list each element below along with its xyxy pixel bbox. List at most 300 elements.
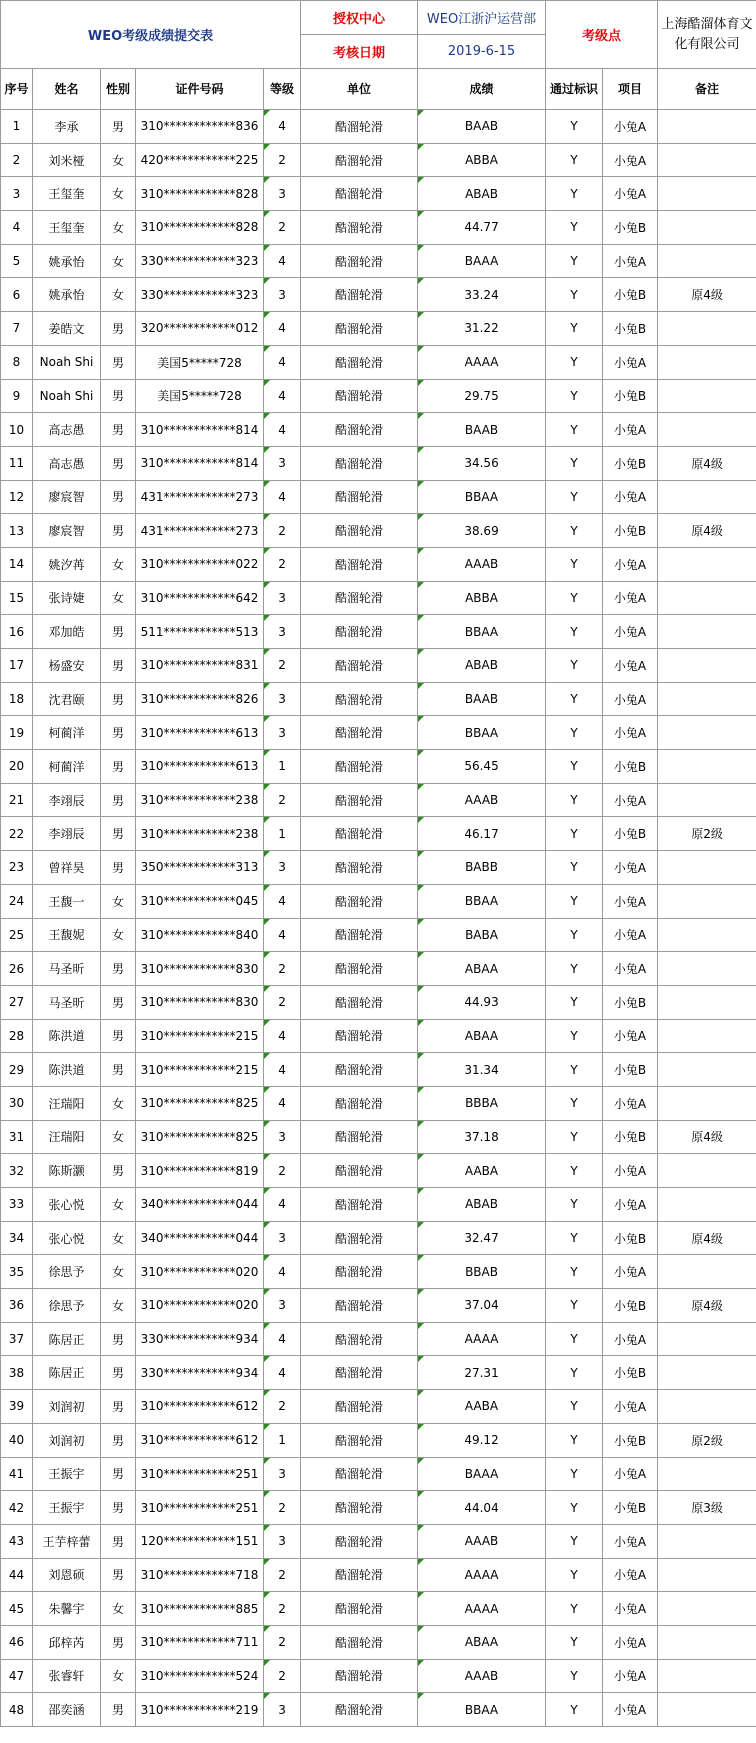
student-name-cell: 马圣昕 bbox=[33, 985, 101, 1019]
table-row bbox=[1, 1053, 756, 1087]
score-cell: BBAB bbox=[418, 1255, 546, 1289]
project-cell: 小兔A bbox=[603, 952, 658, 986]
id-number-cell: 310************819 bbox=[136, 1154, 264, 1188]
pass-flag-cell: Y bbox=[546, 1390, 603, 1424]
gender-cell: 男 bbox=[101, 1154, 136, 1188]
unit-cell: 酷溜轮滑 bbox=[301, 1289, 418, 1323]
student-name-cell: 杨盛安 bbox=[33, 649, 101, 683]
table-row bbox=[1, 1322, 756, 1356]
level-cell: 4 bbox=[264, 480, 301, 514]
table-row bbox=[1, 244, 756, 278]
remark-cell: 原4级 bbox=[658, 514, 756, 548]
unit-cell: 酷溜轮滑 bbox=[301, 1693, 418, 1727]
student-name-cell: 徐思予 bbox=[33, 1289, 101, 1323]
column-header-row bbox=[1, 69, 756, 110]
row-index-cell: 32 bbox=[1, 1154, 33, 1188]
student-name-cell: 陈斯灏 bbox=[33, 1154, 101, 1188]
exam-date-label: 考核日期 bbox=[301, 35, 418, 69]
id-number-cell: 310************825 bbox=[136, 1086, 264, 1120]
remark-cell bbox=[658, 312, 756, 346]
level-cell: 2 bbox=[264, 1491, 301, 1525]
student-name-cell: 陈居正 bbox=[33, 1356, 101, 1390]
score-cell: BAAA bbox=[418, 244, 546, 278]
gender-cell: 女 bbox=[101, 884, 136, 918]
student-name-cell: 姜皓文 bbox=[33, 312, 101, 346]
col-header-project: 项目 bbox=[603, 69, 658, 110]
unit-cell: 酷溜轮滑 bbox=[301, 1255, 418, 1289]
pass-flag-cell: Y bbox=[546, 110, 603, 144]
level-cell: 4 bbox=[264, 244, 301, 278]
pass-flag-cell: Y bbox=[546, 480, 603, 514]
project-cell: 小兔A bbox=[603, 1693, 658, 1727]
pass-flag-cell: Y bbox=[546, 1322, 603, 1356]
project-cell: 小兔A bbox=[603, 480, 658, 514]
project-cell: 小兔A bbox=[603, 1524, 658, 1558]
score-cell: BBAA bbox=[418, 615, 546, 649]
level-cell: 2 bbox=[264, 1659, 301, 1693]
student-name-cell: 廖宸智 bbox=[33, 514, 101, 548]
remark-cell bbox=[658, 1390, 756, 1424]
remark-cell bbox=[658, 143, 756, 177]
level-cell: 3 bbox=[264, 278, 301, 312]
id-number-cell: 310************238 bbox=[136, 783, 264, 817]
score-cell: BABA bbox=[418, 918, 546, 952]
unit-cell: 酷溜轮滑 bbox=[301, 1457, 418, 1491]
level-cell: 2 bbox=[264, 1558, 301, 1592]
score-cell: AAAA bbox=[418, 345, 546, 379]
exam-date-value: 2019-6-15 bbox=[418, 35, 546, 69]
remark-cell bbox=[658, 1693, 756, 1727]
id-number-cell: 310************219 bbox=[136, 1693, 264, 1727]
gender-cell: 女 bbox=[101, 244, 136, 278]
gender-cell: 女 bbox=[101, 1659, 136, 1693]
student-name-cell: 王玺奎 bbox=[33, 211, 101, 245]
gender-cell: 男 bbox=[101, 413, 136, 447]
remark-cell bbox=[658, 615, 756, 649]
score-cell: ABBA bbox=[418, 143, 546, 177]
level-cell: 3 bbox=[264, 1120, 301, 1154]
gender-cell: 男 bbox=[101, 1625, 136, 1659]
level-cell: 4 bbox=[264, 110, 301, 144]
gender-cell: 女 bbox=[101, 1221, 136, 1255]
id-number-cell: 350************313 bbox=[136, 851, 264, 885]
row-index-cell: 18 bbox=[1, 682, 33, 716]
pass-flag-cell: Y bbox=[546, 1086, 603, 1120]
remark-cell bbox=[658, 649, 756, 683]
row-index-cell: 21 bbox=[1, 783, 33, 817]
row-index-cell: 13 bbox=[1, 514, 33, 548]
level-cell: 4 bbox=[264, 1019, 301, 1053]
unit-cell: 酷溜轮滑 bbox=[301, 1188, 418, 1222]
project-cell: 小兔A bbox=[603, 1019, 658, 1053]
pass-flag-cell: Y bbox=[546, 1457, 603, 1491]
score-cell: AAAA bbox=[418, 1592, 546, 1626]
pass-flag-cell: Y bbox=[546, 1491, 603, 1525]
table-row bbox=[1, 211, 756, 245]
level-cell: 2 bbox=[264, 1154, 301, 1188]
score-cell: 37.18 bbox=[418, 1120, 546, 1154]
exam-site-label: 考级点 bbox=[546, 1, 658, 69]
unit-cell: 酷溜轮滑 bbox=[301, 379, 418, 413]
score-cell: BBAA bbox=[418, 480, 546, 514]
pass-flag-cell: Y bbox=[546, 1120, 603, 1154]
student-name-cell: 李翊辰 bbox=[33, 783, 101, 817]
project-cell: 小兔A bbox=[603, 783, 658, 817]
id-number-cell: 320************012 bbox=[136, 312, 264, 346]
project-cell: 小兔B bbox=[603, 278, 658, 312]
table-body bbox=[1, 110, 756, 1727]
unit-cell: 酷溜轮滑 bbox=[301, 480, 418, 514]
score-cell: 27.31 bbox=[418, 1356, 546, 1390]
level-cell: 4 bbox=[264, 413, 301, 447]
table-row bbox=[1, 985, 756, 1019]
student-name-cell: 徐思予 bbox=[33, 1255, 101, 1289]
unit-cell: 酷溜轮滑 bbox=[301, 1322, 418, 1356]
pass-flag-cell: Y bbox=[546, 615, 603, 649]
project-cell: 小兔A bbox=[603, 918, 658, 952]
table-row bbox=[1, 1086, 756, 1120]
id-number-cell: 310************022 bbox=[136, 547, 264, 581]
project-cell: 小兔A bbox=[603, 1154, 658, 1188]
id-number-cell: 310************885 bbox=[136, 1592, 264, 1626]
unit-cell: 酷溜轮滑 bbox=[301, 345, 418, 379]
row-index-cell: 36 bbox=[1, 1289, 33, 1323]
gender-cell: 男 bbox=[101, 379, 136, 413]
table-row bbox=[1, 1693, 756, 1727]
id-number-cell: 310************045 bbox=[136, 884, 264, 918]
gender-cell: 男 bbox=[101, 1524, 136, 1558]
gender-cell: 女 bbox=[101, 211, 136, 245]
table-row bbox=[1, 817, 756, 851]
remark-cell bbox=[658, 1188, 756, 1222]
row-index-cell: 31 bbox=[1, 1120, 33, 1154]
pass-flag-cell: Y bbox=[546, 1154, 603, 1188]
row-index-cell: 33 bbox=[1, 1188, 33, 1222]
pass-flag-cell: Y bbox=[546, 817, 603, 851]
unit-cell: 酷溜轮滑 bbox=[301, 1659, 418, 1693]
gender-cell: 女 bbox=[101, 278, 136, 312]
student-name-cell: 廖宸智 bbox=[33, 480, 101, 514]
remark-cell: 原4级 bbox=[658, 446, 756, 480]
table-row bbox=[1, 1457, 756, 1491]
level-cell: 3 bbox=[264, 446, 301, 480]
student-name-cell: 汪瑞阳 bbox=[33, 1086, 101, 1120]
level-cell: 2 bbox=[264, 547, 301, 581]
gender-cell: 男 bbox=[101, 783, 136, 817]
project-cell: 小兔A bbox=[603, 1457, 658, 1491]
gender-cell: 男 bbox=[101, 682, 136, 716]
id-number-cell: 310************718 bbox=[136, 1558, 264, 1592]
remark-cell: 原4级 bbox=[658, 1221, 756, 1255]
score-cell: 33.24 bbox=[418, 278, 546, 312]
table-row bbox=[1, 783, 756, 817]
score-cell: BBAA bbox=[418, 1693, 546, 1727]
level-cell: 4 bbox=[264, 1086, 301, 1120]
pass-flag-cell: Y bbox=[546, 1356, 603, 1390]
student-name-cell: 李翊辰 bbox=[33, 817, 101, 851]
unit-cell: 酷溜轮滑 bbox=[301, 682, 418, 716]
student-name-cell: 王馥妮 bbox=[33, 918, 101, 952]
project-cell: 小兔A bbox=[603, 615, 658, 649]
unit-cell: 酷溜轮滑 bbox=[301, 1592, 418, 1626]
pass-flag-cell: Y bbox=[546, 1188, 603, 1222]
gender-cell: 女 bbox=[101, 1255, 136, 1289]
score-cell: BBAA bbox=[418, 716, 546, 750]
remark-cell bbox=[658, 110, 756, 144]
unit-cell: 酷溜轮滑 bbox=[301, 716, 418, 750]
table-row bbox=[1, 143, 756, 177]
row-index-cell: 34 bbox=[1, 1221, 33, 1255]
level-cell: 4 bbox=[264, 1255, 301, 1289]
table-row bbox=[1, 851, 756, 885]
pass-flag-cell: Y bbox=[546, 649, 603, 683]
project-cell: 小兔B bbox=[603, 1053, 658, 1087]
table-row bbox=[1, 480, 756, 514]
remark-cell: 原4级 bbox=[658, 278, 756, 312]
remark-cell bbox=[658, 1255, 756, 1289]
student-name-cell: 刘米桠 bbox=[33, 143, 101, 177]
student-name-cell: 汪瑞阳 bbox=[33, 1120, 101, 1154]
row-index-cell: 43 bbox=[1, 1524, 33, 1558]
pass-flag-cell: Y bbox=[546, 851, 603, 885]
unit-cell: 酷溜轮滑 bbox=[301, 312, 418, 346]
project-cell: 小兔B bbox=[603, 211, 658, 245]
gender-cell: 男 bbox=[101, 1053, 136, 1087]
unit-cell: 酷溜轮滑 bbox=[301, 918, 418, 952]
pass-flag-cell: Y bbox=[546, 581, 603, 615]
pass-flag-cell: Y bbox=[546, 446, 603, 480]
level-cell: 2 bbox=[264, 985, 301, 1019]
student-name-cell: 王玺奎 bbox=[33, 177, 101, 211]
project-cell: 小兔B bbox=[603, 985, 658, 1019]
table-row bbox=[1, 750, 756, 784]
id-number-cell: 310************828 bbox=[136, 177, 264, 211]
project-cell: 小兔A bbox=[603, 547, 658, 581]
row-index-cell: 40 bbox=[1, 1423, 33, 1457]
level-cell: 4 bbox=[264, 345, 301, 379]
level-cell: 1 bbox=[264, 750, 301, 784]
pass-flag-cell: Y bbox=[546, 143, 603, 177]
row-index-cell: 41 bbox=[1, 1457, 33, 1491]
student-name-cell: 柯蔺洋 bbox=[33, 750, 101, 784]
unit-cell: 酷溜轮滑 bbox=[301, 547, 418, 581]
student-name-cell: 张心悦 bbox=[33, 1188, 101, 1222]
pass-flag-cell: Y bbox=[546, 1659, 603, 1693]
gender-cell: 男 bbox=[101, 985, 136, 1019]
id-number-cell: 420************225 bbox=[136, 143, 264, 177]
project-cell: 小兔A bbox=[603, 1390, 658, 1424]
gender-cell: 女 bbox=[101, 1289, 136, 1323]
level-cell: 3 bbox=[264, 177, 301, 211]
unit-cell: 酷溜轮滑 bbox=[301, 413, 418, 447]
gender-cell: 男 bbox=[101, 615, 136, 649]
col-header-level: 等级 bbox=[264, 69, 301, 110]
level-cell: 3 bbox=[264, 1221, 301, 1255]
project-cell: 小兔A bbox=[603, 581, 658, 615]
level-cell: 4 bbox=[264, 312, 301, 346]
level-cell: 2 bbox=[264, 1625, 301, 1659]
score-cell: ABBA bbox=[418, 581, 546, 615]
remark-cell bbox=[658, 1086, 756, 1120]
score-cell: 44.04 bbox=[418, 1491, 546, 1525]
project-cell: 小兔A bbox=[603, 851, 658, 885]
score-cell: 49.12 bbox=[418, 1423, 546, 1457]
student-name-cell: 柯蔺洋 bbox=[33, 716, 101, 750]
score-cell: 56.45 bbox=[418, 750, 546, 784]
row-index-cell: 3 bbox=[1, 177, 33, 211]
gender-cell: 男 bbox=[101, 716, 136, 750]
row-index-cell: 48 bbox=[1, 1693, 33, 1727]
gender-cell: 男 bbox=[101, 1558, 136, 1592]
remark-cell bbox=[658, 379, 756, 413]
project-cell: 小兔A bbox=[603, 716, 658, 750]
project-cell: 小兔A bbox=[603, 1558, 658, 1592]
student-name-cell: 沈君颐 bbox=[33, 682, 101, 716]
level-cell: 4 bbox=[264, 918, 301, 952]
score-cell: 34.56 bbox=[418, 446, 546, 480]
score-cell: 46.17 bbox=[418, 817, 546, 851]
table-row bbox=[1, 1592, 756, 1626]
unit-cell: 酷溜轮滑 bbox=[301, 581, 418, 615]
gender-cell: 男 bbox=[101, 446, 136, 480]
level-cell: 3 bbox=[264, 1289, 301, 1323]
pass-flag-cell: Y bbox=[546, 177, 603, 211]
gender-cell: 男 bbox=[101, 1491, 136, 1525]
student-name-cell: 邵奕涵 bbox=[33, 1693, 101, 1727]
remark-cell bbox=[658, 581, 756, 615]
level-cell: 3 bbox=[264, 851, 301, 885]
student-name-cell: 陈洪道 bbox=[33, 1053, 101, 1087]
gender-cell: 男 bbox=[101, 1019, 136, 1053]
remark-cell: 原2级 bbox=[658, 817, 756, 851]
pass-flag-cell: Y bbox=[546, 514, 603, 548]
pass-flag-cell: Y bbox=[546, 1053, 603, 1087]
remark-cell bbox=[658, 750, 756, 784]
unit-cell: 酷溜轮滑 bbox=[301, 952, 418, 986]
level-cell: 2 bbox=[264, 514, 301, 548]
table-row bbox=[1, 716, 756, 750]
project-cell: 小兔A bbox=[603, 1188, 658, 1222]
project-cell: 小兔B bbox=[603, 1491, 658, 1525]
level-cell: 3 bbox=[264, 1693, 301, 1727]
col-header-remark: 备注 bbox=[658, 69, 756, 110]
gender-cell: 男 bbox=[101, 514, 136, 548]
gender-cell: 男 bbox=[101, 649, 136, 683]
id-number-cell: 310************613 bbox=[136, 716, 264, 750]
unit-cell: 酷溜轮滑 bbox=[301, 1356, 418, 1390]
score-cell: AABA bbox=[418, 1390, 546, 1424]
score-cell: ABAB bbox=[418, 649, 546, 683]
level-cell: 1 bbox=[264, 817, 301, 851]
project-cell: 小兔B bbox=[603, 1423, 658, 1457]
gender-cell: 男 bbox=[101, 1457, 136, 1491]
unit-cell: 酷溜轮滑 bbox=[301, 1053, 418, 1087]
row-index-cell: 14 bbox=[1, 547, 33, 581]
level-cell: 3 bbox=[264, 615, 301, 649]
col-header-gender: 性别 bbox=[101, 69, 136, 110]
remark-cell bbox=[658, 1019, 756, 1053]
id-number-cell: 美国5*****728 bbox=[136, 345, 264, 379]
row-index-cell: 44 bbox=[1, 1558, 33, 1592]
id-number-cell: 310************612 bbox=[136, 1423, 264, 1457]
score-cell: AAAA bbox=[418, 1558, 546, 1592]
project-cell: 小兔B bbox=[603, 1120, 658, 1154]
gender-cell: 女 bbox=[101, 143, 136, 177]
table-row bbox=[1, 413, 756, 447]
score-cell: BABB bbox=[418, 851, 546, 885]
student-name-cell: 张心悦 bbox=[33, 1221, 101, 1255]
table-row bbox=[1, 649, 756, 683]
score-cell: ABAB bbox=[418, 1188, 546, 1222]
table-row bbox=[1, 1289, 756, 1323]
row-index-cell: 9 bbox=[1, 379, 33, 413]
remark-cell bbox=[658, 177, 756, 211]
table-row bbox=[1, 1221, 756, 1255]
remark-cell: 原2级 bbox=[658, 1423, 756, 1457]
table-row bbox=[1, 1524, 756, 1558]
id-number-cell: 330************934 bbox=[136, 1356, 264, 1390]
gender-cell: 男 bbox=[101, 345, 136, 379]
id-number-cell: 310************828 bbox=[136, 211, 264, 245]
level-cell: 2 bbox=[264, 1390, 301, 1424]
remark-cell bbox=[658, 1322, 756, 1356]
pass-flag-cell: Y bbox=[546, 1524, 603, 1558]
student-name-cell: 刘恩硕 bbox=[33, 1558, 101, 1592]
score-cell: ABAA bbox=[418, 1019, 546, 1053]
project-cell: 小兔A bbox=[603, 1255, 658, 1289]
table-row bbox=[1, 1390, 756, 1424]
row-index-cell: 19 bbox=[1, 716, 33, 750]
level-cell: 4 bbox=[264, 1053, 301, 1087]
id-number-cell: 310************238 bbox=[136, 817, 264, 851]
unit-cell: 酷溜轮滑 bbox=[301, 278, 418, 312]
row-index-cell: 4 bbox=[1, 211, 33, 245]
project-cell: 小兔A bbox=[603, 110, 658, 144]
project-cell: 小兔B bbox=[603, 1221, 658, 1255]
level-cell: 3 bbox=[264, 1457, 301, 1491]
id-number-cell: 310************836 bbox=[136, 110, 264, 144]
id-number-cell: 310************524 bbox=[136, 1659, 264, 1693]
row-index-cell: 20 bbox=[1, 750, 33, 784]
level-cell: 2 bbox=[264, 952, 301, 986]
remark-cell bbox=[658, 547, 756, 581]
project-cell: 小兔A bbox=[603, 1322, 658, 1356]
remark-cell bbox=[658, 413, 756, 447]
table-row bbox=[1, 514, 756, 548]
id-number-cell: 310************825 bbox=[136, 1120, 264, 1154]
gender-cell: 女 bbox=[101, 581, 136, 615]
gender-cell: 男 bbox=[101, 1356, 136, 1390]
score-cell: 32.47 bbox=[418, 1221, 546, 1255]
student-name-cell: 高志愚 bbox=[33, 446, 101, 480]
row-index-cell: 5 bbox=[1, 244, 33, 278]
table-row bbox=[1, 952, 756, 986]
pass-flag-cell: Y bbox=[546, 716, 603, 750]
project-cell: 小兔B bbox=[603, 817, 658, 851]
score-cell: AAAB bbox=[418, 783, 546, 817]
project-cell: 小兔A bbox=[603, 682, 658, 716]
score-cell: BAAB bbox=[418, 413, 546, 447]
project-cell: 小兔B bbox=[603, 446, 658, 480]
col-header-name: 姓名 bbox=[33, 69, 101, 110]
table-row bbox=[1, 581, 756, 615]
row-index-cell: 8 bbox=[1, 345, 33, 379]
level-cell: 3 bbox=[264, 581, 301, 615]
col-header-pass: 通过标识 bbox=[546, 69, 603, 110]
pass-flag-cell: Y bbox=[546, 345, 603, 379]
id-number-cell: 310************215 bbox=[136, 1019, 264, 1053]
col-header-score: 成绩 bbox=[418, 69, 546, 110]
